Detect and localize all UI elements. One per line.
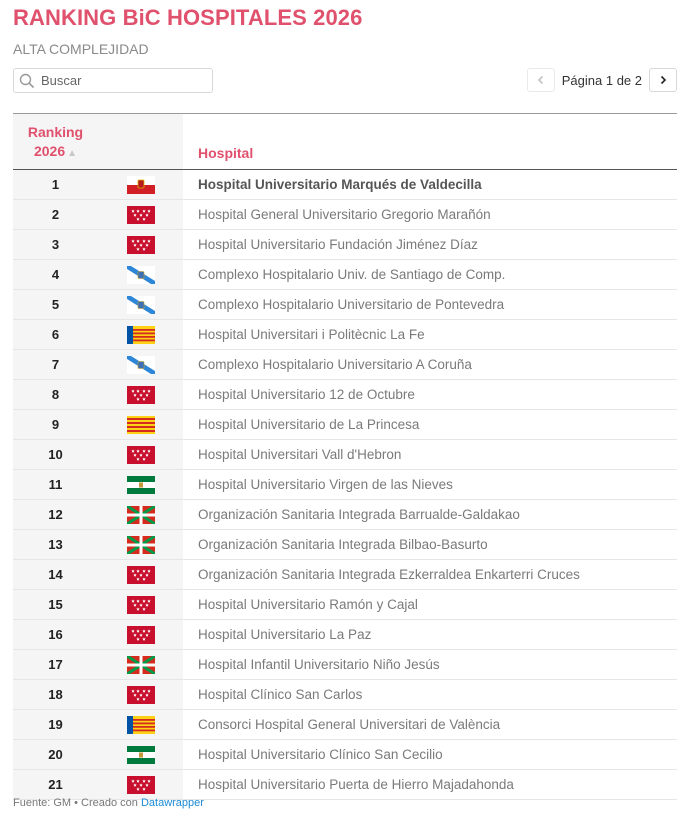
rank-cell: 4 <box>13 260 98 289</box>
madrid-flag-icon <box>127 686 155 704</box>
hospital-cell: Hospital Universitari i Politècnic La Fe <box>198 327 425 342</box>
hospital-cell: Complexo Hospitalario Univ. de Santiago de Comp. <box>198 267 506 282</box>
rank-cell: 17 <box>13 650 98 679</box>
table-row <box>13 710 677 740</box>
rank-cell: 18 <box>13 680 98 709</box>
madrid-flag-icon <box>127 206 155 224</box>
search-icon <box>19 73 35 89</box>
flag-cell <box>98 230 183 259</box>
andalusia-flag-icon <box>127 476 155 494</box>
hospital-cell: Hospital Universitario 12 de Octubre <box>198 387 415 402</box>
table-row <box>13 620 677 650</box>
rank-cell: 14 <box>13 560 98 589</box>
flag-cell <box>98 530 183 559</box>
table-row <box>13 560 677 590</box>
rank-cell: 2 <box>13 200 98 229</box>
rank-cell: 20 <box>13 740 98 769</box>
table-body <box>13 170 677 800</box>
flag-cell <box>98 560 183 589</box>
madrid-flag-icon <box>127 386 155 404</box>
hospital-cell: Hospital Universitario Puerta de Hierro Majadahonda <box>198 777 514 792</box>
flag-cell <box>98 710 183 739</box>
hospital-cell: Consorci Hospital General Universitari de València <box>198 717 501 732</box>
hospital-column-header[interactable]: Hospital <box>198 145 254 161</box>
galicia-flag-icon <box>127 296 155 314</box>
table-header <box>13 114 677 170</box>
flag-cell <box>98 200 183 229</box>
datawrapper-link[interactable]: Datawrapper <box>140 797 204 809</box>
table-row <box>13 410 677 440</box>
flag-cell <box>98 740 183 769</box>
rank-cell: 3 <box>13 230 98 259</box>
rank-cell: 13 <box>13 530 98 559</box>
table-row <box>13 470 677 500</box>
flag-cell <box>98 770 183 799</box>
table-row <box>13 290 677 320</box>
basque-flag-icon <box>127 506 155 524</box>
hospital-cell: Hospital Universitario Fundación Jiménez Díaz <box>198 237 478 252</box>
rank-cell: 21 <box>13 770 98 799</box>
madrid-flag-icon <box>127 776 155 794</box>
flag-cell <box>98 350 183 379</box>
rank-cell: 11 <box>13 470 98 499</box>
flag-cell <box>98 380 183 409</box>
madrid-flag-icon <box>127 596 155 614</box>
table-row <box>13 380 677 410</box>
chevron-right-icon <box>658 75 668 85</box>
rank-cell: 12 <box>13 500 98 529</box>
flag-cell <box>98 620 183 649</box>
flag-cell <box>98 260 183 289</box>
table-row <box>13 320 677 350</box>
prev-page-button[interactable] <box>527 68 555 92</box>
andalusia-flag-icon <box>127 746 155 764</box>
flag-cell <box>98 500 183 529</box>
rank-cell: 10 <box>13 440 98 469</box>
flag-cell <box>98 590 183 619</box>
rank-cell: 19 <box>13 710 98 739</box>
page-title: RANKING BiC HOSPITALES 2026 <box>13 5 363 30</box>
flag-cell <box>98 470 183 499</box>
table-row <box>13 230 677 260</box>
flag-column-header <box>98 114 183 169</box>
table-row <box>13 500 677 530</box>
hospital-cell: Hospital General Universitario Gregorio Marañón <box>198 207 491 222</box>
flag-cell <box>98 170 183 199</box>
table-row <box>13 440 677 470</box>
rank-cell: 9 <box>13 410 98 439</box>
page-subtitle: ALTA COMPLEJIDAD <box>13 41 149 57</box>
hospital-cell: Complexo Hospitalario Universitario de Pontevedra <box>198 297 505 312</box>
next-page-button[interactable] <box>649 68 677 92</box>
search-input[interactable] <box>39 72 208 89</box>
table-row <box>13 200 677 230</box>
basque-flag-icon <box>127 536 155 554</box>
flag-cell <box>98 290 183 319</box>
madrid-flag-icon <box>127 566 155 584</box>
valencia-flag-icon <box>127 716 155 734</box>
flag-cell <box>98 680 183 709</box>
hospital-cell: Hospital Universitari Vall d'Hebron <box>198 447 402 462</box>
rank-cell: 8 <box>13 380 98 409</box>
cantabria-flag-icon <box>127 176 155 194</box>
table-row <box>13 680 677 710</box>
table-row <box>13 650 677 680</box>
table-row <box>13 530 677 560</box>
hospital-cell: Hospital Universitario Virgen de las Nieves <box>198 477 453 492</box>
table-row <box>13 590 677 620</box>
hospital-cell: Hospital Infantil Universitario Niño Jesús <box>198 657 440 672</box>
hospital-cell: Hospital Universitario Marqués de Valdecilla <box>198 177 482 192</box>
galicia-flag-icon <box>127 266 155 284</box>
flag-cell <box>98 320 183 349</box>
rank-cell: 5 <box>13 290 98 319</box>
madrid-flag-icon <box>127 626 155 644</box>
rank-cell: 7 <box>13 350 98 379</box>
rank-header-label: Ranking <box>27 124 84 140</box>
rank-cell: 15 <box>13 590 98 619</box>
hospital-cell: Organización Sanitaria Integrada Barrualde-Galdakao <box>198 507 520 522</box>
search-box[interactable] <box>13 68 213 93</box>
hospital-cell: Complexo Hospitalario Universitario A Coruña <box>198 357 472 372</box>
sort-ascending-icon: ▲ <box>67 148 78 159</box>
rank-cell: 6 <box>13 320 98 349</box>
hospital-cell: Hospital Universitario Ramón y Cajal <box>198 597 418 612</box>
madrid-flag-icon <box>127 236 155 254</box>
table-row <box>13 740 677 770</box>
ranking-table <box>13 113 677 800</box>
catalonia-flag-icon <box>127 416 155 434</box>
pagination <box>527 68 677 92</box>
chevron-left-icon <box>536 75 546 85</box>
footer-source-text: Fuente: GM • Creado con <box>13 797 141 809</box>
valencia-flag-icon <box>127 326 155 344</box>
hospital-cell: Hospital Clínico San Carlos <box>198 687 363 702</box>
rank-cell: 16 <box>13 620 98 649</box>
rank-cell: 1 <box>13 170 98 199</box>
table-row <box>13 770 677 800</box>
flag-cell <box>98 440 183 469</box>
hospital-cell: Organización Sanitaria Integrada Bilbao-Basurto <box>198 537 488 552</box>
table-row <box>13 260 677 290</box>
flag-cell <box>98 410 183 439</box>
hospital-cell: Hospital Universitario de La Princesa <box>198 417 420 432</box>
galicia-flag-icon <box>127 356 155 374</box>
hospital-cell: Hospital Universitario La Paz <box>198 627 372 642</box>
madrid-flag-icon <box>127 446 155 464</box>
table-row <box>13 350 677 380</box>
rank-header-year: 2026 <box>33 143 66 159</box>
table-row <box>13 170 677 200</box>
rank-column-header[interactable] <box>13 114 98 169</box>
flag-cell <box>98 650 183 679</box>
hospital-cell: Organización Sanitaria Integrada Ezkerraldea Enkarterri Cruces <box>198 567 580 582</box>
basque-flag-icon <box>127 656 155 674</box>
page-indicator: Página 1 de 2 <box>561 72 642 88</box>
hospital-cell: Hospital Universitario Clínico San Cecilio <box>198 747 443 762</box>
footer-source <box>13 797 204 809</box>
